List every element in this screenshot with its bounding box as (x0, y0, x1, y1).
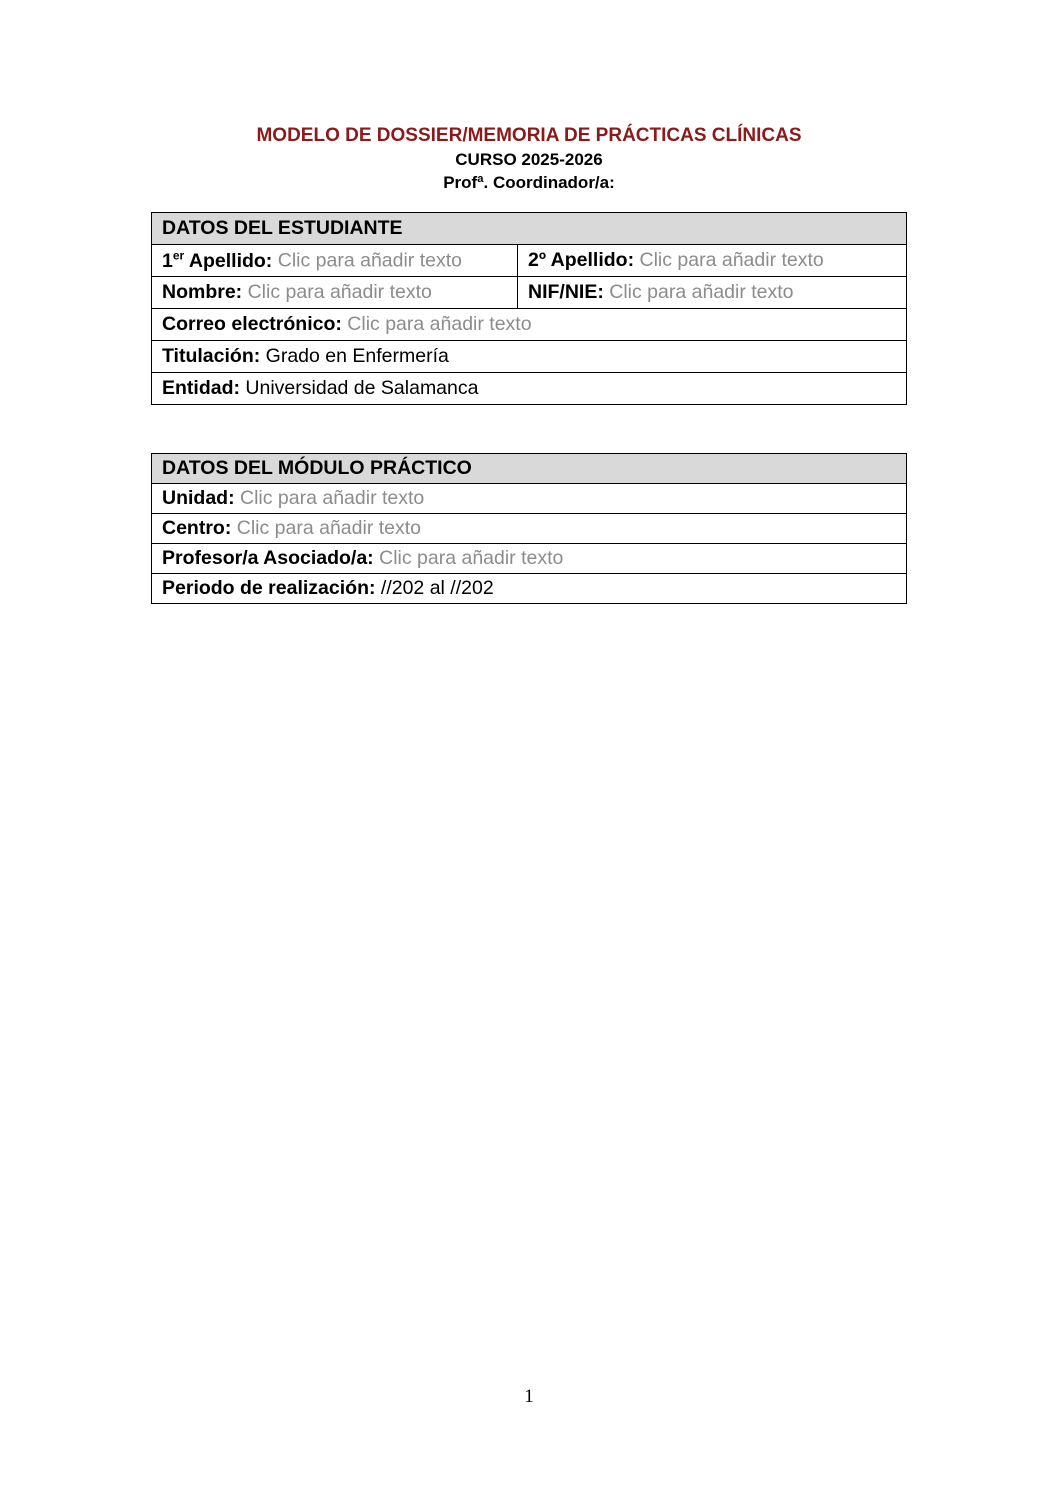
nombre-field[interactable]: Clic para añadir texto (247, 281, 432, 303)
profesor-field[interactable]: Clic para añadir texto (379, 547, 564, 569)
nombre-label: Nombre: (162, 281, 243, 303)
student-data-table (151, 212, 907, 405)
module-section-heading: DATOS DEL MÓDULO PRÁCTICO (152, 454, 907, 484)
student-section-heading: DATOS DEL ESTUDIANTE (152, 213, 907, 245)
page-number: 1 (524, 1386, 534, 1407)
entidad-value: Universidad de Salamanca (245, 377, 479, 399)
apellido1-cell (152, 245, 518, 277)
nif-label: NIF/NIE: (528, 281, 604, 303)
apellido2-field[interactable]: Clic para añadir texto (639, 249, 824, 271)
nif-cell (518, 277, 907, 309)
nif-field[interactable]: Clic para añadir texto (609, 281, 794, 303)
nombre-cell (152, 277, 518, 309)
module-data-table (151, 453, 907, 604)
apellido2-label: 2º Apellido: (528, 249, 635, 271)
course-label: CURSO 2025-2026 (455, 150, 603, 169)
centro-cell (152, 514, 907, 544)
unidad-label: Unidad: (162, 487, 235, 509)
centro-field[interactable]: Clic para añadir texto (236, 517, 422, 539)
entidad-label: Entidad: (162, 377, 240, 399)
correo-cell (152, 309, 907, 341)
entidad-cell (152, 373, 907, 405)
apellido2-cell (518, 245, 907, 277)
unidad-field[interactable]: Clic para añadir texto (240, 487, 425, 509)
titulacion-cell (152, 341, 907, 373)
coordinator-label: Profª. Coordinador/a: (443, 173, 615, 192)
centro-label: Centro: (162, 517, 232, 539)
apellido1-label: 1er Apellido: (162, 248, 273, 272)
profesor-label: Profesor/a Asociado/a: (162, 547, 374, 569)
titulacion-value: Grado en Enfermería (265, 345, 449, 367)
periodo-field[interactable]: //202 al //202 (380, 577, 494, 599)
periodo-label: Periodo de realización: (162, 577, 376, 599)
profesor-cell (152, 544, 907, 574)
document-title: MODELO DE DOSSIER/MEMORIA DE PRÁCTICAS CLÍNICAS (256, 125, 802, 146)
titulacion-label: Titulación: (162, 345, 261, 367)
apellido1-field[interactable]: Clic para añadir texto (277, 249, 462, 272)
periodo-cell (152, 574, 907, 604)
correo-label: Correo electrónico: (162, 313, 342, 335)
unidad-cell (152, 484, 907, 514)
correo-field[interactable]: Clic para añadir texto (347, 313, 532, 335)
